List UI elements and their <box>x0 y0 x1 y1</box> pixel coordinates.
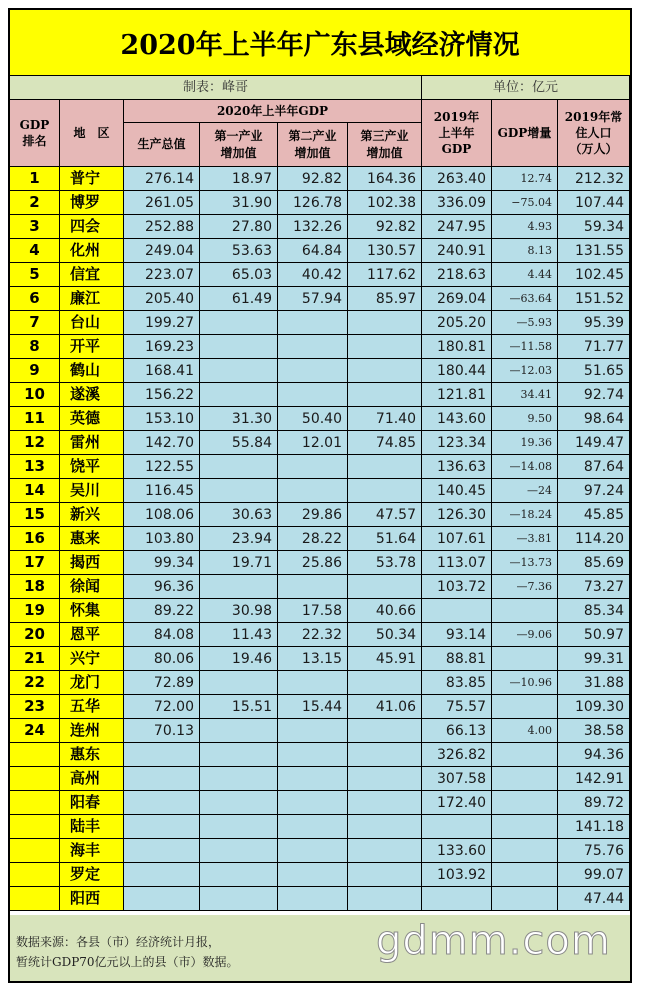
gdp-2019-cell: 103.72 <box>422 575 492 599</box>
region-cell: 四会 <box>60 215 124 239</box>
population-cell: 98.64 <box>558 407 630 431</box>
gdp-2019-cell: 107.61 <box>422 527 492 551</box>
tertiary-industry-cell <box>348 887 422 911</box>
region-cell: 阳西 <box>60 887 124 911</box>
primary-industry-cell: 19.46 <box>200 647 278 671</box>
gdp-2019-cell: 93.14 <box>422 623 492 647</box>
region-cell: 龙门 <box>60 671 124 695</box>
tertiary-industry-cell: 102.38 <box>348 191 422 215</box>
gdp-2019-cell <box>422 887 492 911</box>
gdp-increase-cell: 19.36 <box>492 431 558 455</box>
population-cell: 45.85 <box>558 503 630 527</box>
region-cell: 饶平 <box>60 455 124 479</box>
population-cell: 73.27 <box>558 575 630 599</box>
rank-cell <box>10 743 60 767</box>
primary-industry-cell <box>200 791 278 815</box>
rank-header: GDP 排名 <box>10 100 60 167</box>
gdp-increase-cell: —14.08 <box>492 455 558 479</box>
tertiary-industry-cell <box>348 479 422 503</box>
sheet-title: 2020年上半年广东县域经济情况 <box>10 10 630 76</box>
gdp-increase-cell <box>492 767 558 791</box>
total-gdp-cell: 89.22 <box>124 599 200 623</box>
secondary-industry-cell: 15.44 <box>278 695 348 719</box>
total-gdp-cell: 261.05 <box>124 191 200 215</box>
region-cell: 普宁 <box>60 167 124 191</box>
tertiary-industry-cell: 45.91 <box>348 647 422 671</box>
gdp-increase-cell: —12.03 <box>492 359 558 383</box>
gdp-increase-header: GDP增量 <box>492 100 558 167</box>
population-cell: 89.72 <box>558 791 630 815</box>
primary-industry-cell: 15.51 <box>200 695 278 719</box>
population-cell: 97.24 <box>558 479 630 503</box>
population-cell: 151.52 <box>558 287 630 311</box>
footer-source-line: 数据来源：各县（市）经济统计月报， <box>16 935 221 949</box>
tertiary-industry-header: 第三产业 增加值 <box>348 123 422 167</box>
gdp-2019-cell: 140.45 <box>422 479 492 503</box>
gdp-2020-group-header: 2020年上半年GDP <box>124 100 422 123</box>
tertiary-industry-cell: 74.85 <box>348 431 422 455</box>
population-cell: 149.47 <box>558 431 630 455</box>
primary-industry-cell <box>200 335 278 359</box>
secondary-industry-cell: 92.82 <box>278 167 348 191</box>
rank-cell: 22 <box>10 671 60 695</box>
population-cell: 212.32 <box>558 167 630 191</box>
secondary-industry-cell <box>278 887 348 911</box>
region-cell: 英德 <box>60 407 124 431</box>
total-gdp-cell: 276.14 <box>124 167 200 191</box>
secondary-industry-cell <box>278 311 348 335</box>
gdp-increase-cell <box>492 863 558 887</box>
total-gdp-cell: 99.34 <box>124 551 200 575</box>
total-gdp-cell: 168.41 <box>124 359 200 383</box>
population-cell: 71.77 <box>558 335 630 359</box>
population-cell: 87.64 <box>558 455 630 479</box>
region-cell: 信宜 <box>60 263 124 287</box>
gdp-increase-cell: —18.24 <box>492 503 558 527</box>
rank-cell <box>10 839 60 863</box>
gdp-2019-cell <box>422 599 492 623</box>
gdp-2019-cell: 263.40 <box>422 167 492 191</box>
population-cell: 141.18 <box>558 815 630 839</box>
gdp-increase-cell: 4.00 <box>492 719 558 743</box>
gdp-2019-cell: 247.95 <box>422 215 492 239</box>
region-cell: 新兴 <box>60 503 124 527</box>
secondary-industry-cell <box>278 575 348 599</box>
gdp-2019-cell: 83.85 <box>422 671 492 695</box>
secondary-industry-cell: 29.86 <box>278 503 348 527</box>
tertiary-industry-cell <box>348 383 422 407</box>
population-cell: 94.36 <box>558 743 630 767</box>
tertiary-industry-cell: 51.64 <box>348 527 422 551</box>
region-cell: 徐闻 <box>60 575 124 599</box>
region-cell: 阳春 <box>60 791 124 815</box>
region-cell: 陆丰 <box>60 815 124 839</box>
gdp-2019-cell: 326.82 <box>422 743 492 767</box>
gdp-increase-cell: −75.04 <box>492 191 558 215</box>
population-cell: 99.07 <box>558 863 630 887</box>
rank-cell: 21 <box>10 647 60 671</box>
population-cell: 50.97 <box>558 623 630 647</box>
gdp-increase-cell: 8.13 <box>492 239 558 263</box>
secondary-industry-cell: 57.94 <box>278 287 348 311</box>
population-cell: 85.34 <box>558 599 630 623</box>
rank-cell: 11 <box>10 407 60 431</box>
total-gdp-cell: 252.88 <box>124 215 200 239</box>
rank-cell: 7 <box>10 311 60 335</box>
rank-cell <box>10 863 60 887</box>
rank-cell: 24 <box>10 719 60 743</box>
primary-industry-cell: 11.43 <box>200 623 278 647</box>
region-cell: 遂溪 <box>60 383 124 407</box>
tertiary-industry-cell <box>348 311 422 335</box>
rank-cell: 12 <box>10 431 60 455</box>
rank-cell: 4 <box>10 239 60 263</box>
gdp-increase-cell: —5.93 <box>492 311 558 335</box>
total-gdp-cell: 223.07 <box>124 263 200 287</box>
tertiary-industry-cell <box>348 359 422 383</box>
rank-cell: 6 <box>10 287 60 311</box>
tertiary-industry-cell: 117.62 <box>348 263 422 287</box>
gdp-2019-cell: 133.60 <box>422 839 492 863</box>
primary-industry-cell: 19.71 <box>200 551 278 575</box>
rank-cell <box>10 767 60 791</box>
gdp-increase-cell <box>492 839 558 863</box>
population-cell: 51.65 <box>558 359 630 383</box>
primary-industry-cell: 23.94 <box>200 527 278 551</box>
region-header: 地 区 <box>60 100 124 167</box>
total-gdp-cell: 72.00 <box>124 695 200 719</box>
gdp-2019-cell: 269.04 <box>422 287 492 311</box>
total-gdp-cell: 84.08 <box>124 623 200 647</box>
tertiary-industry-cell: 41.06 <box>348 695 422 719</box>
population-cell: 92.74 <box>558 383 630 407</box>
secondary-industry-cell: 50.40 <box>278 407 348 431</box>
population-header: 2019年常 住人口 （万人） <box>558 100 630 167</box>
gdp-2019-cell: 143.60 <box>422 407 492 431</box>
region-cell: 高州 <box>60 767 124 791</box>
total-gdp-cell: 169.23 <box>124 335 200 359</box>
primary-industry-cell <box>200 719 278 743</box>
tertiary-industry-cell <box>348 575 422 599</box>
total-gdp-cell: 205.40 <box>124 287 200 311</box>
secondary-industry-cell: 17.58 <box>278 599 348 623</box>
secondary-industry-cell <box>278 719 348 743</box>
gdp-2019-cell: 121.81 <box>422 383 492 407</box>
population-cell: 85.69 <box>558 551 630 575</box>
region-cell: 台山 <box>60 311 124 335</box>
primary-industry-cell <box>200 383 278 407</box>
rank-cell: 8 <box>10 335 60 359</box>
total-gdp-cell: 142.70 <box>124 431 200 455</box>
total-gdp-cell <box>124 743 200 767</box>
region-cell: 五华 <box>60 695 124 719</box>
rank-cell: 13 <box>10 455 60 479</box>
tertiary-industry-cell <box>348 671 422 695</box>
rank-cell: 17 <box>10 551 60 575</box>
gdp-2019-cell: 180.44 <box>422 359 492 383</box>
tertiary-industry-cell: 92.82 <box>348 215 422 239</box>
population-cell: 99.31 <box>558 647 630 671</box>
tertiary-industry-cell <box>348 839 422 863</box>
primary-industry-cell <box>200 815 278 839</box>
population-cell: 114.20 <box>558 527 630 551</box>
gdp-2019-cell: 103.92 <box>422 863 492 887</box>
total-gdp-cell: 249.04 <box>124 239 200 263</box>
tertiary-industry-cell: 85.97 <box>348 287 422 311</box>
primary-industry-cell <box>200 671 278 695</box>
gdp-2019-cell: 205.20 <box>422 311 492 335</box>
gdp-increase-cell: —3.81 <box>492 527 558 551</box>
gdp-increase-cell: —24 <box>492 479 558 503</box>
region-cell: 吴川 <box>60 479 124 503</box>
gdp-increase-cell: —13.73 <box>492 551 558 575</box>
region-cell: 廉江 <box>60 287 124 311</box>
gdp-2019-cell: 307.58 <box>422 767 492 791</box>
primary-industry-cell <box>200 455 278 479</box>
primary-industry-cell <box>200 479 278 503</box>
gdp-2019-header: 2019年 上半年 GDP <box>422 100 492 167</box>
primary-industry-cell <box>200 743 278 767</box>
total-gdp-cell <box>124 767 200 791</box>
region-cell: 博罗 <box>60 191 124 215</box>
primary-industry-cell <box>200 839 278 863</box>
gdp-increase-cell <box>492 743 558 767</box>
primary-industry-cell: 65.03 <box>200 263 278 287</box>
data-sheet <box>8 8 632 983</box>
secondary-industry-cell <box>278 671 348 695</box>
total-gdp-cell: 80.06 <box>124 647 200 671</box>
gdp-increase-cell <box>492 887 558 911</box>
gdp-2019-cell: 336.09 <box>422 191 492 215</box>
tertiary-industry-cell <box>348 743 422 767</box>
total-gdp-cell: 122.55 <box>124 455 200 479</box>
primary-industry-cell: 31.30 <box>200 407 278 431</box>
gdp-2019-cell: 66.13 <box>422 719 492 743</box>
tertiary-industry-cell: 47.57 <box>348 503 422 527</box>
primary-industry-cell <box>200 311 278 335</box>
rank-cell: 19 <box>10 599 60 623</box>
tertiary-industry-cell <box>348 791 422 815</box>
tertiary-industry-cell: 50.34 <box>348 623 422 647</box>
rank-cell: 5 <box>10 263 60 287</box>
gdp-increase-cell: —10.96 <box>492 671 558 695</box>
tertiary-industry-cell <box>348 767 422 791</box>
primary-industry-cell: 53.63 <box>200 239 278 263</box>
tertiary-industry-cell: 40.66 <box>348 599 422 623</box>
total-gdp-cell <box>124 815 200 839</box>
region-cell: 惠来 <box>60 527 124 551</box>
secondary-industry-cell: 126.78 <box>278 191 348 215</box>
region-cell: 恩平 <box>60 623 124 647</box>
secondary-industry-cell: 40.42 <box>278 263 348 287</box>
gdp-2019-cell: 88.81 <box>422 647 492 671</box>
rank-cell <box>10 887 60 911</box>
total-gdp-cell: 153.10 <box>124 407 200 431</box>
primary-industry-cell <box>200 359 278 383</box>
total-gdp-cell <box>124 887 200 911</box>
total-gdp-cell: 199.27 <box>124 311 200 335</box>
secondary-industry-cell <box>278 359 348 383</box>
primary-industry-cell: 27.80 <box>200 215 278 239</box>
total-gdp-cell: 96.36 <box>124 575 200 599</box>
total-gdp-cell <box>124 863 200 887</box>
secondary-industry-cell <box>278 479 348 503</box>
gdp-increase-cell <box>492 647 558 671</box>
population-cell: 131.55 <box>558 239 630 263</box>
gdp-2019-cell: 136.63 <box>422 455 492 479</box>
region-cell: 兴宁 <box>60 647 124 671</box>
gdp-increase-cell: 12.74 <box>492 167 558 191</box>
tertiary-industry-cell <box>348 719 422 743</box>
population-cell: 102.45 <box>558 263 630 287</box>
tertiary-industry-cell: 53.78 <box>348 551 422 575</box>
gdp-increase-cell: —7.36 <box>492 575 558 599</box>
gdp-increase-cell <box>492 695 558 719</box>
total-gdp-cell: 72.89 <box>124 671 200 695</box>
primary-industry-cell: 61.49 <box>200 287 278 311</box>
gdp-2019-cell: 218.63 <box>422 263 492 287</box>
region-cell: 化州 <box>60 239 124 263</box>
rank-cell: 10 <box>10 383 60 407</box>
gdp-increase-cell <box>492 815 558 839</box>
unit-label: 单位：亿元 <box>422 76 630 100</box>
rank-cell: 18 <box>10 575 60 599</box>
tertiary-industry-cell <box>348 815 422 839</box>
region-cell: 怀集 <box>60 599 124 623</box>
gdp-increase-cell: —63.64 <box>492 287 558 311</box>
primary-industry-header: 第一产业 增加值 <box>200 123 278 167</box>
tertiary-industry-cell: 71.40 <box>348 407 422 431</box>
gdp-2019-cell: 240.91 <box>422 239 492 263</box>
population-cell: 75.76 <box>558 839 630 863</box>
gdp-2019-cell: 172.40 <box>422 791 492 815</box>
tertiary-industry-cell <box>348 863 422 887</box>
rank-cell: 14 <box>10 479 60 503</box>
primary-industry-cell <box>200 575 278 599</box>
rank-cell: 3 <box>10 215 60 239</box>
primary-industry-cell <box>200 767 278 791</box>
maker-label: 制表：峰哥 <box>10 76 422 100</box>
rank-cell <box>10 791 60 815</box>
secondary-industry-cell: 132.26 <box>278 215 348 239</box>
secondary-industry-cell <box>278 335 348 359</box>
gdp-2019-cell <box>422 815 492 839</box>
primary-industry-cell: 31.90 <box>200 191 278 215</box>
secondary-industry-cell <box>278 383 348 407</box>
secondary-industry-cell <box>278 839 348 863</box>
secondary-industry-cell: 25.86 <box>278 551 348 575</box>
population-cell: 107.44 <box>558 191 630 215</box>
region-cell: 雷州 <box>60 431 124 455</box>
secondary-industry-cell <box>278 791 348 815</box>
gdp-2019-cell: 126.30 <box>422 503 492 527</box>
secondary-industry-cell: 12.01 <box>278 431 348 455</box>
gdp-2019-cell: 180.81 <box>422 335 492 359</box>
secondary-industry-cell: 13.15 <box>278 647 348 671</box>
population-cell: 109.30 <box>558 695 630 719</box>
total-gdp-cell: 116.45 <box>124 479 200 503</box>
rank-cell: 1 <box>10 167 60 191</box>
tertiary-industry-cell <box>348 335 422 359</box>
primary-industry-cell: 30.63 <box>200 503 278 527</box>
population-cell: 59.34 <box>558 215 630 239</box>
region-cell: 惠东 <box>60 743 124 767</box>
population-cell: 38.58 <box>558 719 630 743</box>
rank-cell: 15 <box>10 503 60 527</box>
gdp-increase-cell: 4.93 <box>492 215 558 239</box>
secondary-industry-cell <box>278 743 348 767</box>
primary-industry-cell: 30.98 <box>200 599 278 623</box>
region-cell: 海丰 <box>60 839 124 863</box>
population-cell: 47.44 <box>558 887 630 911</box>
primary-industry-cell: 55.84 <box>200 431 278 455</box>
region-cell: 鹤山 <box>60 359 124 383</box>
tertiary-industry-cell: 130.57 <box>348 239 422 263</box>
rank-cell: 20 <box>10 623 60 647</box>
secondary-industry-header: 第二产业 增加值 <box>278 123 348 167</box>
secondary-industry-cell: 22.32 <box>278 623 348 647</box>
total-gdp-cell <box>124 839 200 863</box>
region-cell: 连州 <box>60 719 124 743</box>
rank-cell: 9 <box>10 359 60 383</box>
gdp-increase-cell <box>492 599 558 623</box>
rank-cell: 16 <box>10 527 60 551</box>
rank-cell: 2 <box>10 191 60 215</box>
rank-cell <box>10 815 60 839</box>
gdp-2019-cell: 123.34 <box>422 431 492 455</box>
region-cell: 罗定 <box>60 863 124 887</box>
secondary-industry-cell: 64.84 <box>278 239 348 263</box>
secondary-industry-cell <box>278 815 348 839</box>
gdp-increase-cell <box>492 791 558 815</box>
watermark-logo: gdmm.com <box>376 918 611 964</box>
secondary-industry-cell <box>278 767 348 791</box>
tertiary-industry-cell: 164.36 <box>348 167 422 191</box>
rank-cell: 23 <box>10 695 60 719</box>
primary-industry-cell: 18.97 <box>200 167 278 191</box>
gdp-increase-cell: 9.50 <box>492 407 558 431</box>
total-gdp-cell: 156.22 <box>124 383 200 407</box>
total-gdp-cell <box>124 791 200 815</box>
gdp-increase-cell: —9.06 <box>492 623 558 647</box>
footer-scope-line: 暂统计GDP70亿元以上的县（市）数据。 <box>16 955 239 969</box>
gdp-increase-cell: —11.58 <box>492 335 558 359</box>
gdp-increase-cell: 34.41 <box>492 383 558 407</box>
region-cell: 揭西 <box>60 551 124 575</box>
gdp-increase-cell: 4.44 <box>492 263 558 287</box>
total-gdp-cell: 108.06 <box>124 503 200 527</box>
total-gdp-header: 生产总值 <box>124 123 200 167</box>
gdp-2019-cell: 113.07 <box>422 551 492 575</box>
primary-industry-cell <box>200 887 278 911</box>
tertiary-industry-cell <box>348 455 422 479</box>
region-cell: 开平 <box>60 335 124 359</box>
population-cell: 95.39 <box>558 311 630 335</box>
total-gdp-cell: 103.80 <box>124 527 200 551</box>
secondary-industry-cell <box>278 863 348 887</box>
primary-industry-cell <box>200 863 278 887</box>
secondary-industry-cell <box>278 455 348 479</box>
population-cell: 142.91 <box>558 767 630 791</box>
total-gdp-cell: 70.13 <box>124 719 200 743</box>
gdp-2019-cell: 75.57 <box>422 695 492 719</box>
secondary-industry-cell: 28.22 <box>278 527 348 551</box>
population-cell: 31.88 <box>558 671 630 695</box>
